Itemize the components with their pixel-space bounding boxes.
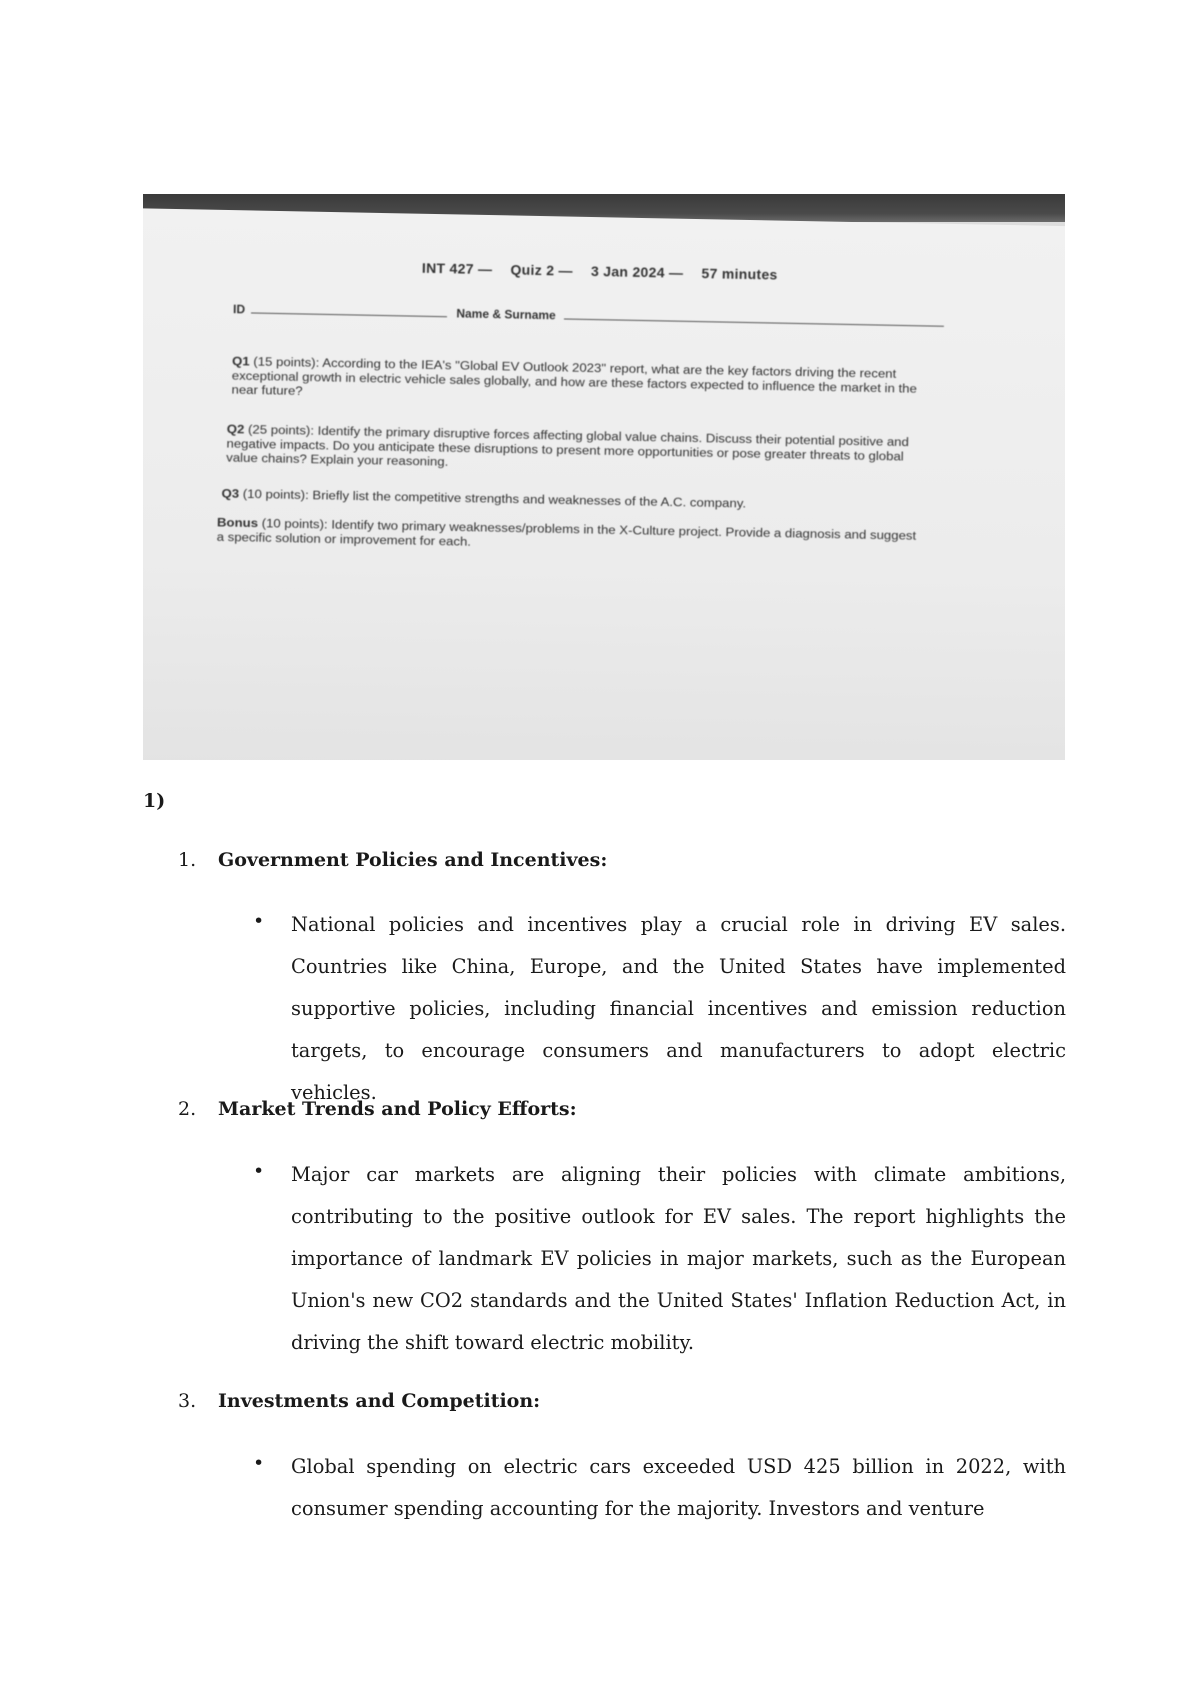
question-text: Briefly list the competitive strengths and weaknesses of the A.C. company. xyxy=(312,488,747,511)
heading-text: Government Policies and Incentives: xyxy=(218,849,608,871)
list-number: 3. xyxy=(178,1390,197,1412)
question-text: Identify two primary weaknesses/problems in the X-Culture project. Provide a diagnosis and suggest a specific solution or improvement for each. xyxy=(216,517,917,549)
bullet-dot: • xyxy=(253,1452,265,1474)
list-number: 1. xyxy=(178,849,197,871)
question-bonus xyxy=(217,515,917,557)
question-label: Q1 xyxy=(231,353,250,369)
question-label: Q3 xyxy=(221,486,240,501)
bullet-paragraph: National policies and incentives play a crucial role in driving EV sales. Countries like China, Europe, and the United States have implemented supportive policies, including financial incentives and emission reduction targets, to encourage consumers and manufacturers to adopt electric vehicles. xyxy=(291,913,1066,1104)
question-points: (10 points): xyxy=(242,486,309,503)
id-label: ID xyxy=(232,302,246,317)
quiz-sheet-photo xyxy=(143,194,1065,760)
quiz-course: INT 427 — xyxy=(421,259,493,278)
bullet-dot: • xyxy=(253,1160,265,1182)
bullet-paragraph: Major car markets are aligning their policies with climate ambitions, contributing to the positive outlook for EV sales. The report highlights the importance of landmark EV policies in major markets, such as the European Union's new CO2 standards and the United States' Inflation Reduction Act, in driving the shift toward electric mobility. xyxy=(291,1163,1066,1354)
question-label: Bonus xyxy=(216,515,259,530)
id-blank-line xyxy=(251,302,447,317)
list-item-heading xyxy=(178,1390,540,1412)
name-blank-line xyxy=(564,308,944,326)
question-points: (10 points): xyxy=(261,515,328,532)
section-label: 1) xyxy=(143,790,166,812)
bullet-dot: • xyxy=(253,910,265,932)
question-label: Q2 xyxy=(226,421,245,437)
heading-text: Market Trends and Policy Efforts: xyxy=(218,1098,577,1120)
list-item-heading xyxy=(178,1098,577,1120)
quiz-sheet-text xyxy=(143,208,1065,760)
list-item-heading xyxy=(178,849,607,871)
question-text: According to the IEA's "Global EV Outlook 2023" report, what are the key factors driving the recent exceptional growth in electric vehicle sales globally, and how are these factors expected to influence the market in the near future? xyxy=(231,355,917,398)
question-text: Identify the primary disruptive forces affecting global value chains. Discuss their potential positive and negative impacts. Do you anticipate these disruptions to present more opportunities or pose greater threats to global value chains? Explain your reasoning. xyxy=(226,423,910,469)
quiz-date: 3 Jan 2024 — xyxy=(590,262,684,281)
quiz-sheet xyxy=(143,208,1065,760)
name-label: Name & Surname xyxy=(456,306,556,323)
heading-text: Investments and Competition: xyxy=(218,1390,541,1412)
question-points: (15 points): xyxy=(253,354,320,370)
question-q1 xyxy=(231,354,932,410)
quiz-title xyxy=(422,260,792,283)
list-number: 2. xyxy=(178,1098,197,1120)
quiz-number: Quiz 2 — xyxy=(510,261,573,279)
quiz-duration: 57 minutes xyxy=(701,265,778,283)
question-q3 xyxy=(221,487,921,515)
question-q2 xyxy=(226,422,927,478)
bullet-paragraph: Global spending on electric cars exceeded USD 425 billion in 2022, with consumer spending accounting for the majority. Investors and venture xyxy=(291,1455,1066,1520)
question-points: (25 points): xyxy=(247,422,315,438)
id-name-row xyxy=(233,302,944,330)
